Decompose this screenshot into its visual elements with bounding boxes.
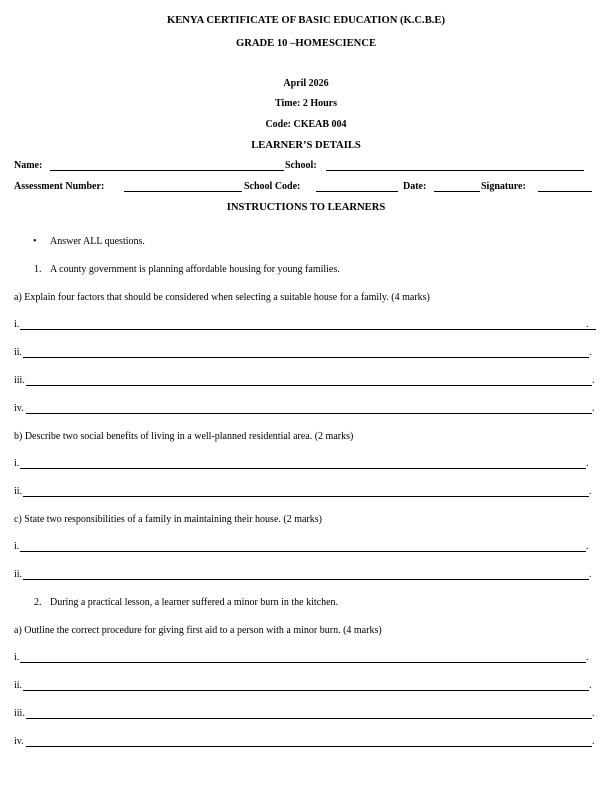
exam-date: April 2026 — [283, 78, 329, 89]
date-label: Date: — [403, 181, 427, 192]
name-field[interactable] — [50, 161, 284, 171]
answer-label: i. — [14, 319, 20, 330]
answer-label: ii. — [14, 347, 23, 358]
instruction-item: Answer ALL questions. — [50, 236, 145, 247]
answer-label: iii. — [14, 375, 25, 386]
answer-label: ii. — [14, 569, 23, 580]
answer-line[interactable]: ii. . — [14, 680, 592, 691]
answer-line[interactable]: i. . — [14, 458, 589, 469]
answer-line[interactable]: i. . — [14, 319, 594, 331]
answer-line[interactable]: i. . — [14, 541, 589, 552]
question-2-number: 2. — [34, 597, 42, 608]
answer-line[interactable]: ii. . — [14, 347, 592, 358]
answer-line[interactable]: ii. . — [14, 486, 592, 497]
bullet-icon: • — [33, 236, 37, 247]
question-1-number: 1. — [34, 264, 42, 275]
signature-label: Signature: — [481, 181, 526, 192]
answer-label: iv. — [14, 403, 24, 414]
school-label: School: — [285, 160, 317, 171]
answer-label: ii. — [14, 680, 23, 691]
answer-label: ii. — [14, 486, 23, 497]
answer-line[interactable]: iv. . — [14, 736, 595, 747]
answer-label: i. — [14, 541, 20, 552]
answer-line[interactable]: iii. . — [14, 375, 595, 386]
question-1c: c) State two responsibilities of a family in maintaining their house. (2 marks) — [14, 514, 322, 525]
answer-line[interactable]: ii. . — [14, 569, 592, 580]
answer-line[interactable]: iii. . — [14, 708, 595, 719]
question-1a: a) Explain four factors that should be considered when selecting a suitable house for a family. (4 marks) — [14, 292, 430, 303]
school-field[interactable] — [326, 161, 584, 171]
question-1-stem: A county government is planning affordable housing for young families. — [50, 264, 340, 275]
answer-label: iii. — [14, 708, 25, 719]
assessment-number-field[interactable] — [124, 182, 242, 192]
answer-line[interactable]: iv. . — [14, 403, 595, 414]
question-2a: a) Outline the correct procedure for giving first aid to a person with a minor burn. (4 marks) — [14, 625, 382, 636]
question-2-stem: During a practical lesson, a learner suffered a minor burn in the kitchen. — [50, 597, 339, 608]
school-code-field[interactable] — [316, 182, 398, 192]
exam-time: Time: 2 Hours — [274, 98, 338, 109]
answer-line[interactable]: i. . — [14, 652, 589, 663]
signature-field[interactable] — [538, 182, 592, 192]
answer-label: i. — [14, 458, 20, 469]
exam-title: KENYA CERTIFICATE OF BASIC EDUCATION (K.C.B.E) — [166, 15, 446, 26]
school-code-label: School Code: — [244, 181, 301, 192]
answer-label: iv. — [14, 736, 24, 747]
answer-label: i. — [14, 652, 20, 663]
date-field[interactable] — [434, 182, 480, 192]
assessment-number-label: Assessment Number: — [14, 181, 105, 192]
name-label: Name: — [14, 160, 43, 171]
instructions-heading: INSTRUCTIONS TO LEARNERS — [226, 202, 386, 213]
learner-details-heading: LEARNER’S DETAILS — [251, 140, 361, 151]
grade-subject: GRADE 10 –HOMESCIENCE — [235, 38, 377, 49]
exam-code: Code: CKEAB 004 — [265, 119, 347, 130]
question-1b: b) Describe two social benefits of living in a well-planned residential area. (2 marks) — [14, 431, 354, 442]
